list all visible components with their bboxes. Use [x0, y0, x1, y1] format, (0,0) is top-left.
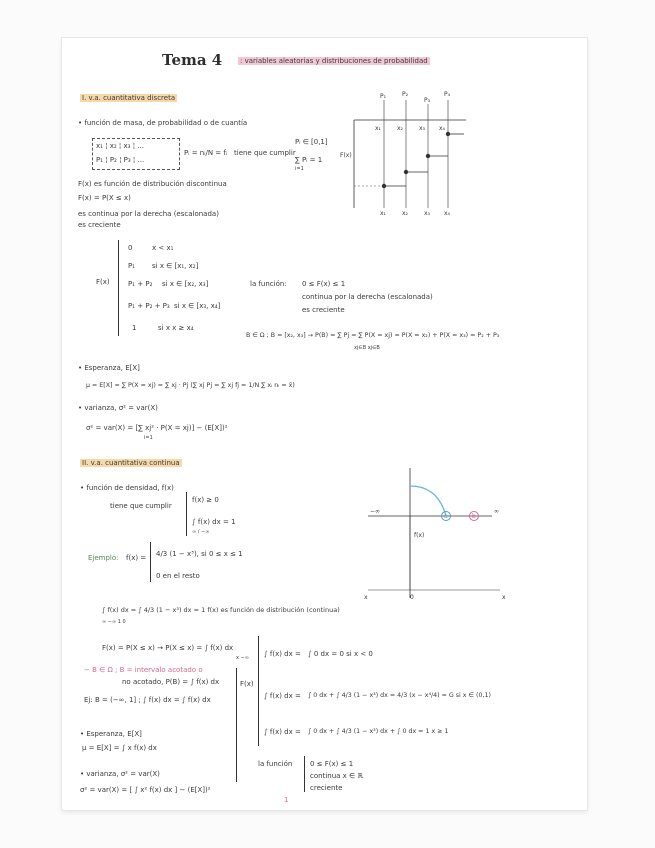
piecewise-cond-4: si x x ≥ x₄: [158, 324, 194, 332]
varianza-title-2: • varianza, σ² = var(X): [80, 770, 160, 778]
page-number: 1: [284, 796, 289, 804]
chart-bottom-right: x: [502, 594, 506, 601]
varianza-title: • varianza, σ² = var(X): [78, 404, 158, 412]
density-cond-2: ∫ f(x) dx = 1: [192, 518, 236, 526]
piecewise-val-2: P₁ + P₂: [128, 280, 153, 288]
condition-2: ∑ Pᵢ = 1: [295, 156, 323, 164]
notebook-page: [62, 38, 587, 810]
chart-x3-top: x₃: [419, 125, 425, 132]
chart-bottom-left: x: [364, 594, 368, 601]
Fx-case-1-lhs: ∫ f(x) dx =: [264, 692, 301, 700]
chart-x4-bottom: x₄: [444, 210, 450, 217]
example-b-line: Ej: B = (−∞, 1] ; ∫ f(x) dx = ∫ f(x) dx: [84, 696, 211, 704]
varianza-index: i=1: [144, 435, 153, 441]
table-bottom-row: P₁ ¦ P₂ ¦ P₃ ¦ ...: [96, 156, 145, 164]
example-case-2: 0 en el resto: [156, 572, 200, 580]
piecewise-cond-3: si x ∈ [x₃, x₄]: [174, 302, 221, 310]
b-probability-line: B ∈ Ω ; B = [x₂, x₃] → P(B) = ∑ Pj = ∑ P(X = xj) = P(X = x₂) + P(X = x₃) = P₂ + P₃: [246, 332, 500, 339]
F-definition: F(x) = P(X ≤ x) → P(X ≤ x) = ∫ f(x) dx: [102, 644, 234, 652]
density-must-satisfy: tiene que cumplir: [110, 502, 172, 510]
esperanza-formula: μ = E[X] = ∑ P(X = xj) = ∑ xj · Pj (∑ xj Pj = ∑ xj fj = 1/N ∑ xᵢ nᵢ = x̄): [86, 382, 295, 389]
Fx-case-2-lhs: ∫ f(x) dx =: [264, 728, 301, 736]
integral-limits: ∞ −∞ 1 0: [102, 619, 126, 625]
b-probability-sub: xj∈B xj∈B: [354, 345, 380, 351]
chart-p2: P₂: [402, 91, 409, 98]
table-top-row: x₁ ¦ x₂ ¦ x₃ ¦ ...: [96, 142, 144, 150]
must-satisfy-label: tiene que cumplir: [234, 149, 296, 157]
chart-x4-top: x₄: [439, 125, 445, 132]
piecewise-val-4: 1: [132, 324, 137, 332]
piecewise-brace: [118, 240, 119, 336]
chart-bottom-mid: 0: [410, 594, 414, 601]
esperanza-title-2: • Esperanza, E[X]: [80, 730, 142, 738]
chart-y-label: F(x): [340, 152, 352, 159]
chart-p1: P₁: [380, 93, 387, 100]
F-limits: x −∞: [236, 655, 249, 661]
func-prop-0: 0 ≤ F(x) ≤ 1: [302, 280, 346, 288]
chart-neg-inf: −∞: [370, 508, 381, 515]
example-label: Ejemplo:: [88, 554, 119, 562]
func-prop-1: continua por la derecha (escalonada): [302, 293, 433, 301]
mass-function-bullet: • función de masa, de probabilidad o de cuantía: [78, 119, 248, 127]
integral-line: ∫ f(x) dx = ∫ 4/3 (1 − x³) dx = 1 f(x) es función de distribución (continua): [102, 606, 340, 614]
example-fx: f(x) =: [126, 554, 147, 562]
func-prop-2-2: creciente: [310, 784, 343, 792]
chart-point-b: b: [472, 513, 476, 520]
func-label: la función:: [250, 280, 287, 288]
density-cond-2-limits: ∞ / −∞: [192, 529, 210, 535]
condition-2-index: i=1: [295, 166, 304, 172]
Fx-case-0-lhs: ∫ f(x) dx =: [264, 650, 301, 658]
esperanza-formula-2: μ = E[X] = ∫ x f(x) dx: [82, 744, 157, 752]
discontinuous-line: F(x) es función de distribución discontinua: [78, 180, 227, 188]
piecewise-lhs: F(x): [96, 278, 110, 286]
chart-fx-label: f(x): [414, 532, 425, 539]
esperanza-title: • Esperanza, E[X]: [78, 364, 140, 372]
func-prop-2-1: continua x ∈ ℝ: [310, 772, 363, 780]
chart-x2-bottom: x₂: [402, 210, 408, 217]
chart-x2-top: x₂: [397, 125, 403, 132]
increasing-line: es creciente: [78, 221, 121, 229]
piecewise-val-3: P₁ + P₂ + P₃: [128, 302, 170, 310]
example-brace: [150, 542, 151, 582]
chart-pos-inf: ∞: [494, 508, 499, 515]
piecewise-cond-0: x < x₁: [152, 244, 174, 252]
piecewise-cond-2: si x ∈ [x₂, x₃]: [162, 280, 209, 288]
func-props-brace: [304, 756, 305, 792]
Fx-cases-brace: [258, 636, 259, 746]
page-subtitle: : variables aleatorias y distribuciones de probabilidad: [240, 57, 428, 65]
func-prop-2: es creciente: [302, 306, 345, 314]
separator-line: [236, 668, 237, 782]
fx-definition: F(x) = P(X ≤ x): [78, 194, 131, 202]
func-prop-2-0: 0 ≤ F(x) ≤ 1: [310, 760, 354, 768]
chart-p4: P₄: [444, 91, 451, 98]
section2-heading: II. v.a. cuantitativa continua: [82, 459, 180, 467]
b-definition: − B ∈ Ω ; B = intervalo acotado o: [84, 666, 203, 674]
chart-x1-top: x₁: [375, 125, 381, 132]
Fx-case-0-rhs: ∫ 0 dx = 0 si x < 0: [308, 650, 373, 658]
varianza-formula-2: σ² = var(X) = [ ∫ x² f(x) dx ] − (E[X])²: [80, 786, 211, 794]
chart-point-a: a: [444, 513, 448, 520]
pi-formula: Pᵢ = nᵢ/N = fᵢ: [184, 149, 228, 157]
piecewise-cond-1: si x ∈ [x₁, x₂]: [152, 262, 199, 270]
varianza-formula: σ² = var(X) = [∑ xj² · P(X = xj)] − (E[X])²: [86, 424, 228, 432]
Fx-case-2-rhs: ∫ 0 dx + ∫ 4/3 (1 − x³) dx + ∫ 0 dx = 1 x ≥ 1: [308, 728, 449, 735]
discrete-cdf-chart: [344, 90, 474, 220]
page-title: Tema 4: [162, 51, 223, 69]
density-bullet: • función de densidad, f(x): [80, 484, 174, 492]
density-cond-1: f(x) ≥ 0: [192, 496, 219, 504]
Fx-case-1-rhs: ∫ 0 dx + ∫ 4/3 (1 − x³) dx = 4/3 (x − x⁴/4) = G si x ∈ (0,1): [308, 692, 491, 699]
continuous-density-chart: [362, 464, 512, 604]
func-label-2: la función: [258, 760, 293, 768]
chart-p3: P₃: [424, 97, 431, 104]
example-case-1: 4/3 (1 − x³), si 0 ≤ x ≤ 1: [156, 550, 243, 558]
continuous-right: es continua por la derecha (escalonada): [78, 210, 219, 218]
piecewise-val-0: 0: [128, 244, 133, 252]
condition-1: Pᵢ ∈ [0,1]: [295, 138, 328, 146]
b-definition-2: no acotado, P(B) = ∫ f(x) dx: [122, 678, 220, 686]
chart-x3-bottom: x₃: [424, 210, 430, 217]
piecewise-val-1: P₁: [128, 262, 136, 270]
section1-heading: I. v.a. cuantitativa discreta: [82, 94, 176, 102]
chart-x1-bottom: x₁: [380, 210, 386, 217]
density-brace: [186, 492, 187, 536]
Fx-cases-lhs: F(x): [240, 680, 254, 688]
